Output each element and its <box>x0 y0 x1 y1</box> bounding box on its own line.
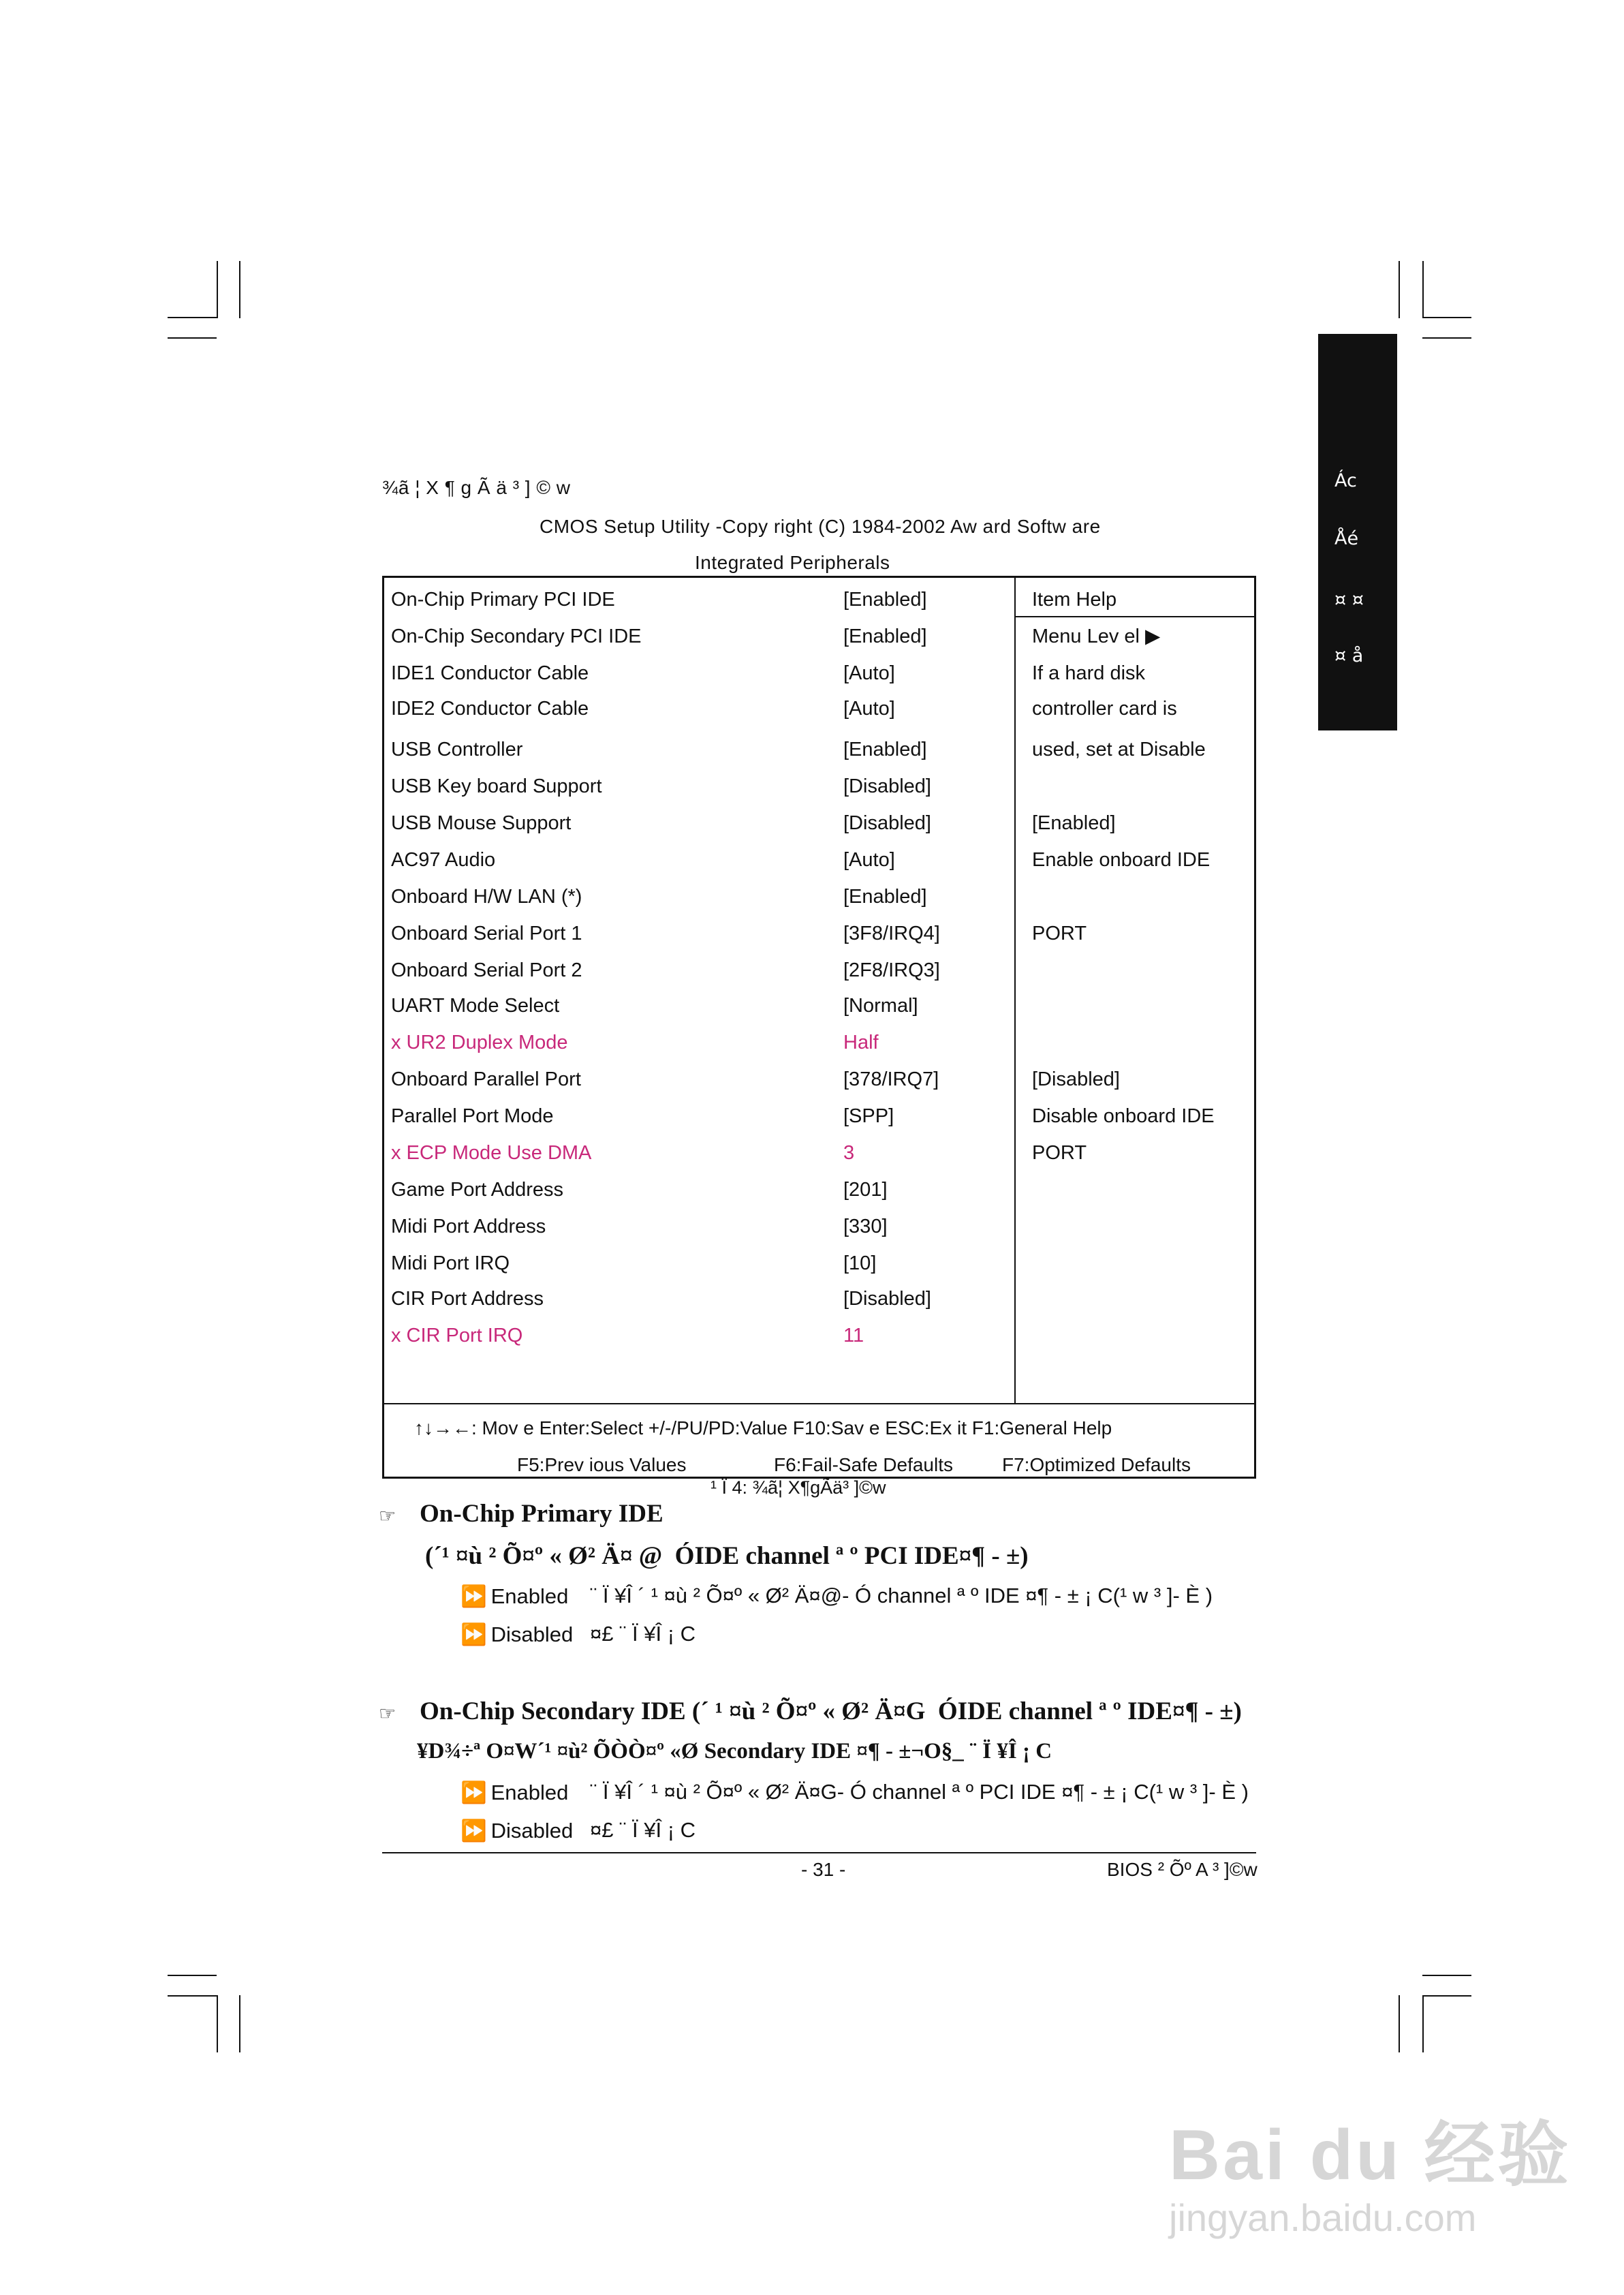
option-enabled <box>460 1584 568 1609</box>
setting-value[interactable]: [Disabled] <box>843 1288 931 1310</box>
setting-value[interactable]: [Enabled] <box>843 589 927 611</box>
help-text: Enable onboard IDE <box>1032 849 1211 871</box>
option-description: ¤£ ¨ Ï ¥Î ¡ C <box>590 1818 696 1842</box>
column-divider <box>1014 578 1016 1404</box>
setting-label: Onboard Serial Port 2 <box>391 959 582 981</box>
crop-mark <box>239 261 240 318</box>
crop-mark <box>168 1975 217 1976</box>
setting-value[interactable]: [3F8/IRQ4] <box>843 923 940 944</box>
setting-value[interactable]: [Enabled] <box>843 626 927 647</box>
option-disabled <box>460 1622 573 1647</box>
setting-value[interactable]: [Disabled] <box>843 812 931 834</box>
help-text: Disable onboard IDE <box>1032 1105 1215 1127</box>
bios-setup-screen <box>382 576 1256 1479</box>
footer-rule <box>382 1852 1256 1853</box>
crop-mark <box>1422 1995 1424 2052</box>
bios-screen-title: Integrated Peripherals <box>695 552 890 573</box>
option-label: Disabled <box>490 1622 574 1646</box>
setting-label: Onboard Parallel Port <box>391 1068 581 1090</box>
figure-caption: ¹ Ï 4: ¾ã¦ X¶gÃä³ ]©w <box>710 1477 886 1498</box>
page-number: - 31 - <box>801 1859 846 1880</box>
watermark-brand: Bai du 经验 <box>1169 2116 1572 2195</box>
pointing-hand-icon: ☞ <box>379 1703 396 1724</box>
help-text: controller card is <box>1032 698 1177 720</box>
setting-value[interactable]: [Auto] <box>843 662 895 684</box>
setting-value[interactable]: [10] <box>843 1252 877 1274</box>
setting-label: CIR Port Address <box>391 1288 544 1310</box>
setting-label: Parallel Port Mode <box>391 1105 554 1127</box>
double-arrow-icon: ⏩ <box>460 1819 487 1843</box>
setting-label: Midi Port Address <box>391 1216 546 1237</box>
help-divider <box>1014 616 1254 617</box>
crop-mark <box>1422 317 1471 318</box>
setting-value[interactable]: [Auto] <box>843 698 895 720</box>
option-description: ¤£ ¨ Ï ¥Î ¡ C <box>590 1622 696 1646</box>
setting-label: IDE1 Conductor Cable <box>391 662 589 684</box>
side-tab-text: Ác <box>1334 470 1357 491</box>
setting-label: Onboard H/W LAN (*) <box>391 886 582 908</box>
double-arrow-icon: ⏩ <box>460 1781 487 1804</box>
setting-value[interactable]: [Disabled] <box>843 775 931 797</box>
setting-label: USB Controller <box>391 739 523 760</box>
section-title: On-Chip Primary IDE <box>420 1500 663 1528</box>
key-f7-optimized-defaults: F7:Optimized Defaults <box>1002 1454 1191 1475</box>
breadcrumb: ¾ã ¦ X ¶ g Ã ä ³ ] © w <box>382 477 571 498</box>
setting-value[interactable]: [378/IRQ7] <box>843 1068 939 1090</box>
crop-mark <box>1422 1995 1471 1997</box>
setting-label: IDE2 Conductor Cable <box>391 698 589 720</box>
option-enabled <box>460 1780 568 1805</box>
pointing-hand-icon: ☞ <box>379 1505 396 1526</box>
setting-label: x CIR Port IRQ <box>391 1325 523 1346</box>
setting-value[interactable]: [Enabled] <box>843 739 927 760</box>
help-text: [Disabled] <box>1032 1068 1120 1090</box>
setting-label: Game Port Address <box>391 1179 564 1201</box>
setting-value[interactable]: [SPP] <box>843 1105 894 1127</box>
help-text: PORT <box>1032 1142 1087 1164</box>
crop-mark <box>217 261 218 318</box>
side-tab-text: Åé <box>1334 528 1359 549</box>
bios-copyright: CMOS Setup Utility -Copy right (C) 1984-2002 Aw ard Softw are <box>540 516 1101 537</box>
option-label: Disabled <box>490 1819 574 1843</box>
option-description: ¨ Ï ¥Î ´ ¹ ¤ù ² Õ¤º « Ø² Ä¤G- Ó channel ª º PCI IDE ¤¶ - ± ¡ C(¹ w ³ ]- È ) <box>590 1780 1249 1804</box>
setting-value[interactable]: [330] <box>843 1216 888 1237</box>
setting-label: AC97 Audio <box>391 849 496 871</box>
section-subtitle: ¥D¾÷ª O¤W´¹ ¤ù² ÕÒÒ¤º «Ø Secondary IDE ¤¶ - ±¬O§_ ¨ Ï ¥Î ¡ C <box>417 1739 1052 1763</box>
help-text: used, set at Disable <box>1032 739 1206 760</box>
setting-value[interactable]: [Normal] <box>843 995 918 1017</box>
setting-label: x ECP Mode Use DMA <box>391 1142 592 1164</box>
watermark-url: jingyan.baidu.com <box>1169 2196 1477 2239</box>
help-text: If a hard disk <box>1032 662 1146 684</box>
crop-mark <box>217 1995 218 2052</box>
setting-label: UART Mode Select <box>391 995 560 1017</box>
crop-mark <box>168 1995 217 1997</box>
crop-mark <box>1422 337 1471 339</box>
setting-value[interactable]: [Auto] <box>843 849 895 871</box>
chapter-side-tab <box>1318 334 1397 730</box>
setting-label: USB Key board Support <box>391 775 602 797</box>
chapter-name: BIOS ² Õº A ³ ]©w <box>1107 1859 1258 1880</box>
footer-divider <box>384 1403 1254 1404</box>
option-disabled <box>460 1818 573 1843</box>
help-text: [Enabled] <box>1032 812 1116 834</box>
setting-value: 3 <box>843 1142 855 1164</box>
option-description: ¨ Ï ¥Î ´ ¹ ¤ù ² Õ¤º « Ø² Ä¤@- Ó channel ª º IDE ¤¶ - ± ¡ C(¹ w ³ ]- È ) <box>590 1584 1213 1607</box>
setting-label: x UR2 Duplex Mode <box>391 1032 568 1053</box>
setting-label: On-Chip Primary PCI IDE <box>391 589 615 611</box>
crop-mark <box>168 337 217 339</box>
setting-value[interactable]: [Enabled] <box>843 886 927 908</box>
setting-value[interactable]: [2F8/IRQ3] <box>843 959 940 981</box>
setting-value: Half <box>843 1032 879 1053</box>
section-subtitle: (´¹ ¤ù ² Õ¤º « Ø² Ä¤ @ ÓIDE channel ª º PCI IDE¤¶ - ±) <box>425 1542 1029 1570</box>
double-arrow-icon: ⏩ <box>460 1622 487 1646</box>
crop-mark <box>1422 1975 1471 1976</box>
help-text: PORT <box>1032 923 1087 944</box>
crop-mark <box>1399 261 1400 318</box>
side-tab-text: ¤ å <box>1334 645 1364 666</box>
key-legend-line-1: ↑↓→←: Mov e Enter:Select +/-/PU/PD:Value F10:Sav e ESC:Ex it F1:General Help <box>414 1417 1112 1438</box>
side-tab-text: ¤ ¤ <box>1334 589 1364 611</box>
setting-label: On-Chip Secondary PCI IDE <box>391 626 642 647</box>
item-help-title: Item Help <box>1032 589 1117 611</box>
setting-value[interactable]: [201] <box>843 1179 888 1201</box>
setting-label: Midi Port IRQ <box>391 1252 510 1274</box>
section-title: On-Chip Secondary IDE (´ ¹ ¤ù ² Õ¤º « Ø² Ä¤G ÓIDE channel ª º IDE¤¶ - ±) <box>420 1697 1242 1725</box>
setting-value: 11 <box>843 1325 864 1346</box>
setting-label: USB Mouse Support <box>391 812 572 834</box>
crop-mark <box>239 1995 240 2052</box>
key-f5-previous-values: F5:Prev ious Values <box>517 1454 687 1475</box>
crop-mark <box>1422 261 1424 318</box>
menu-level: Menu Lev el ▶ <box>1032 626 1161 647</box>
double-arrow-icon: ⏩ <box>460 1584 487 1608</box>
crop-mark <box>1399 1995 1400 2052</box>
option-label: Enabled <box>490 1781 569 1804</box>
option-label: Enabled <box>490 1584 569 1608</box>
crop-mark <box>168 317 217 318</box>
key-f6-fail-safe-defaults: F6:Fail-Safe Defaults <box>774 1454 953 1475</box>
setting-label: Onboard Serial Port 1 <box>391 923 582 944</box>
